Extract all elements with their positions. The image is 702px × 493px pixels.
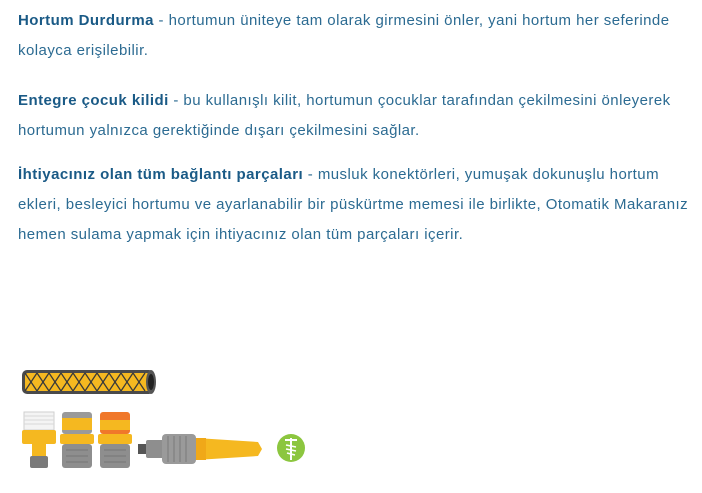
- feature-text: bu kullanışlı kilit, hortumun çocuklar tarafından çekilmesini önleyerek hortumun yalnızca gerektiğinde dışarı çekilmesini sağlar.: [18, 92, 671, 139]
- hose-connector-stop: [98, 412, 132, 468]
- feature-separator: -: [168, 92, 184, 109]
- feature-title: Entegre çocuk kilidi: [18, 92, 169, 109]
- feature-title: İhtiyacınız olan tüm bağlantı parçaları: [18, 166, 304, 183]
- wall-screw-icon: [277, 434, 305, 462]
- hose-connector: [60, 412, 94, 468]
- feature-hose-stop: [18, 6, 698, 66]
- included-parts-image: [0, 360, 320, 480]
- feature-text: musluk konektörleri, yumuşak dokunuşlu hortum ekleri, besleyici hortumu ve ayarlanabilir bir püskürtme memesi ile birlikte, Otomatik Makaranız hemen sulama yapmak için ihtiyacınız olan tüm parçaları içerir.: [18, 166, 689, 243]
- feature-fittings: [18, 160, 698, 250]
- hose-segment: [22, 370, 156, 394]
- feature-text: hortumun üniteye tam olarak girmesini önler, yani hortum her seferinde kolayca erişilebilir.: [18, 12, 670, 59]
- feature-separator: -: [153, 12, 169, 29]
- tap-connector: [22, 412, 56, 468]
- feature-separator: -: [303, 166, 318, 183]
- spray-nozzle: [138, 434, 262, 464]
- feature-child-lock: [18, 86, 698, 146]
- included-parts-illustration: [0, 360, 320, 480]
- feature-title: Hortum Durdurma: [18, 12, 154, 29]
- feature-list: [18, 6, 698, 250]
